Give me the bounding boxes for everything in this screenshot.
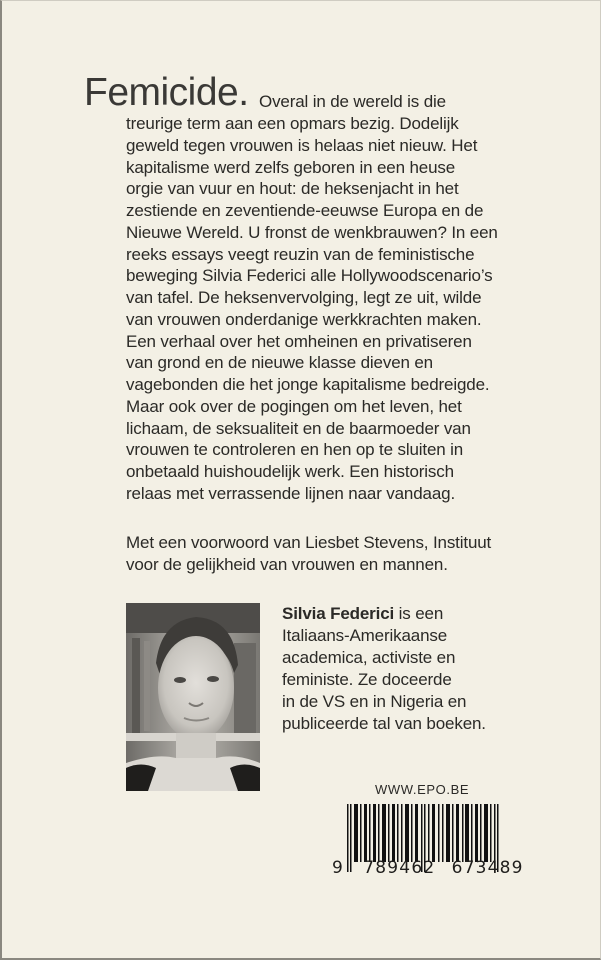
author-photo	[126, 603, 260, 791]
foreword-paragraph	[126, 532, 491, 576]
blurb-line: Overal in de wereld is die	[259, 92, 446, 111]
author-bio-line: academica, activiste en	[282, 648, 456, 667]
blurb-line: Maar ook over de pogingen om het leven, het	[126, 396, 462, 416]
author-bio	[282, 603, 486, 735]
blurb-line: vagebonden die het jonge kapitalisme bedreigde.	[126, 375, 490, 394]
author-bio-line: Italiaans-Amerikaanse	[282, 626, 448, 645]
author-name: Silvia Federici	[282, 604, 395, 623]
blurb-line: zestiende en zeventiende-eeuwse Europa en de	[126, 201, 484, 220]
author-bio-line: feministe. Ze doceerde	[282, 670, 452, 689]
blurb-line: kapitalisme werd zelfs geboren in een heuse	[126, 157, 456, 177]
isbn-group-1: 789462	[363, 858, 436, 878]
isbn-number	[332, 858, 524, 878]
blurb-line: Een verhaal over het omheinen en privatiseren	[126, 331, 472, 351]
blurb-line: van tafel. De heksenvervolging, legt ze uit, wilde	[126, 288, 482, 307]
author-bio-line: in de VS en in Nigeria en	[282, 692, 467, 711]
author-bio-line	[282, 603, 486, 625]
blurb-line: lichaam, de seksualiteit en de baarmoeder van	[126, 418, 471, 438]
author-bio-suffix: is een	[394, 604, 444, 623]
publisher-website: WWW.EPO.BE	[375, 782, 470, 797]
isbn-prefix: 9	[332, 858, 345, 878]
blurb-line: van vrouwen onderdanige werkkrachten maken.	[126, 309, 482, 329]
blurb-line: treurige term aan een opmars bezig. Dodelijk	[126, 114, 459, 133]
heading-femicide: Femicide.	[84, 71, 249, 114]
blurb-line: onbetaald huishoudelijk werk. Een historisch	[126, 462, 454, 481]
blurb-line: geweld tegen vrouwen is helaas niet nieuw. Het	[126, 135, 478, 155]
author-portrait-image	[126, 603, 260, 791]
blurb-line: relaas met verrassende lijnen naar vandaag.	[126, 483, 456, 503]
blurb-line: van grond en de nieuwe klasse dieven en	[126, 353, 433, 373]
author-bio-line: publiceerde tal van boeken.	[282, 714, 486, 733]
blurb-line: orgie van vuur en hout: de heksenjacht in het	[126, 179, 459, 199]
blurb-line: vrouwen te controleren en hen op te sluiten in	[126, 440, 464, 460]
foreword-line: Met een voorwoord van Liesbet Stevens, Instituut	[126, 533, 492, 552]
blurb-line: beweging Silvia Federici alle Hollywoodscenario’s	[126, 266, 493, 286]
blurb-line: Nieuwe Wereld. U fronst de wenkbrauwen? In een	[126, 222, 498, 242]
foreword-line: voor de gelijkheid van vrouwen en mannen.	[126, 554, 448, 574]
blurb-line: reeks essays veegt reuzin van de feministische	[126, 244, 475, 264]
isbn-group-2: 673489	[451, 858, 524, 878]
blurb-paragraph	[126, 113, 498, 505]
